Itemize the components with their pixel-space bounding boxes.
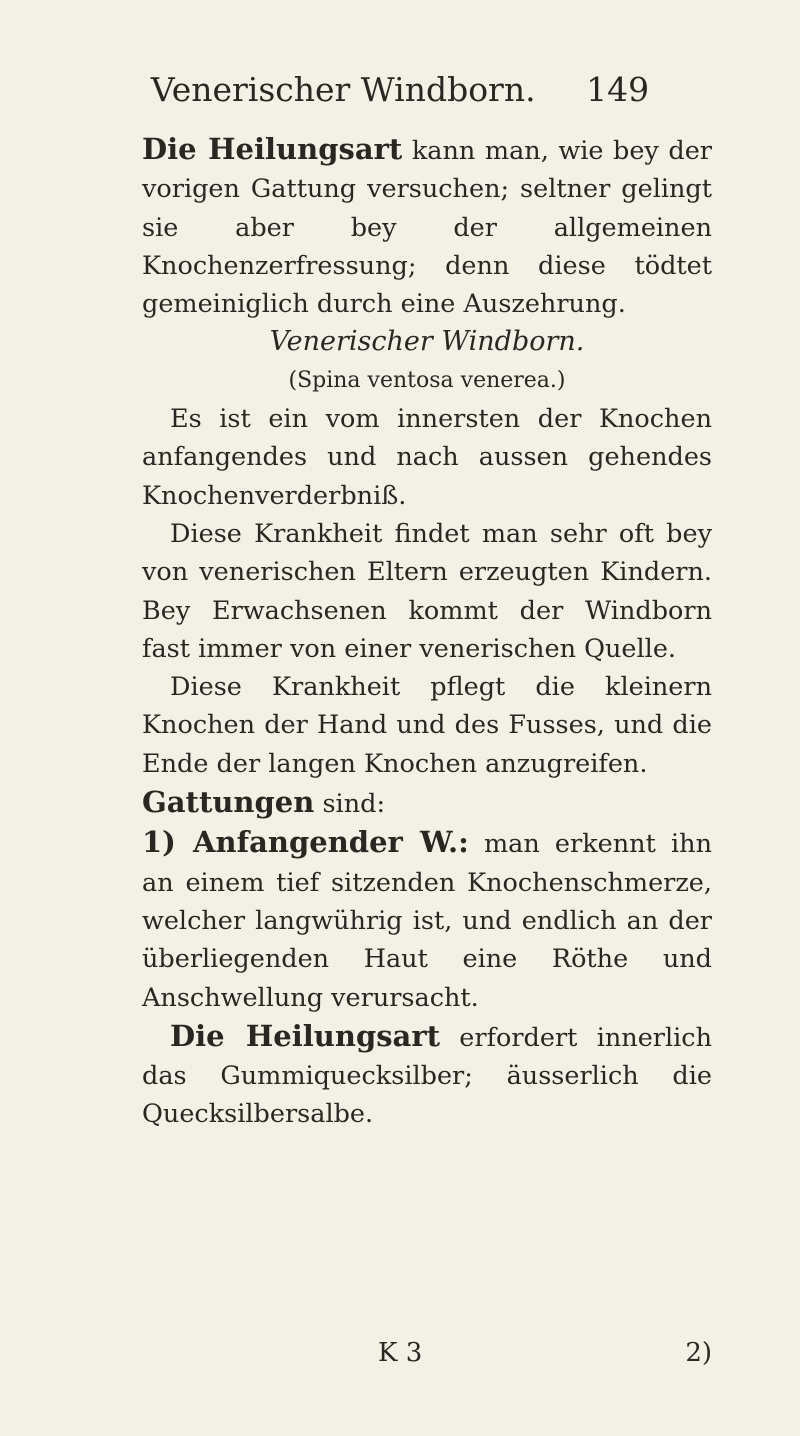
paragraph-text: kann man, wie bey der vorigen Gattung versuchen; seltner gelingt sie aber bey der allgemeinen Knochenzerfressung; denn diese tödtet gemeiniglich durch eine Auszehrung. [142, 136, 712, 320]
catchword: 2) [685, 1338, 712, 1368]
page-body [142, 130, 712, 1134]
paragraph-heilungsart-1 [142, 130, 712, 323]
term-anfangender: 1) Anfangender W.: [142, 825, 469, 860]
paragraph-location: Diese Krankheit pflegt die kleinern Knochen der Hand und des Fusses, und die Ende der langen Knochen anzugreifen. [142, 672, 712, 779]
paragraph-gattungen [142, 783, 712, 823]
paragraph-text: erfordert innerlich das Gummiquecksilber; äusserlich die Quecksilbersalbe. [142, 1022, 712, 1130]
section-latin-name: (Spina ventosa venerea.) [288, 367, 566, 393]
paragraph-heilungsart-2 [142, 1017, 712, 1134]
running-title: Venerischer Windborn. [150, 70, 536, 109]
list-item-anfangender [142, 823, 712, 1016]
page-number: 149 [586, 70, 650, 109]
term-heilungsart: Die Heilungsart [170, 1018, 441, 1053]
term-heilungsart: Die Heilungsart [142, 132, 403, 166]
term-gattungen: Gattungen [142, 785, 315, 820]
signature-mark: K 3 [378, 1338, 423, 1368]
section-title: Venerischer Windborn. [269, 326, 585, 358]
paragraph-text: sind: [314, 789, 386, 820]
running-header [0, 70, 800, 109]
paragraph-definition: Es ist ein vom innersten der Knochen anfangendes und nach aussen gehendes Knochenverderbniß. [142, 404, 712, 511]
paragraph-text: man erkennt ihn an einem tief sitzenden Knochenschmerze, welcher langwührig ist, und endlich an der überliegenden Haut eine Röthe und Anschwellung verursacht. [142, 829, 713, 1013]
paragraph-occurrence: Diese Krankheit findet man sehr oft bey von venerischen Eltern erzeugten Kindern. Bey Erwachsenen kommt der Windborn fast immer von einer venerischen Quelle. [142, 518, 712, 664]
